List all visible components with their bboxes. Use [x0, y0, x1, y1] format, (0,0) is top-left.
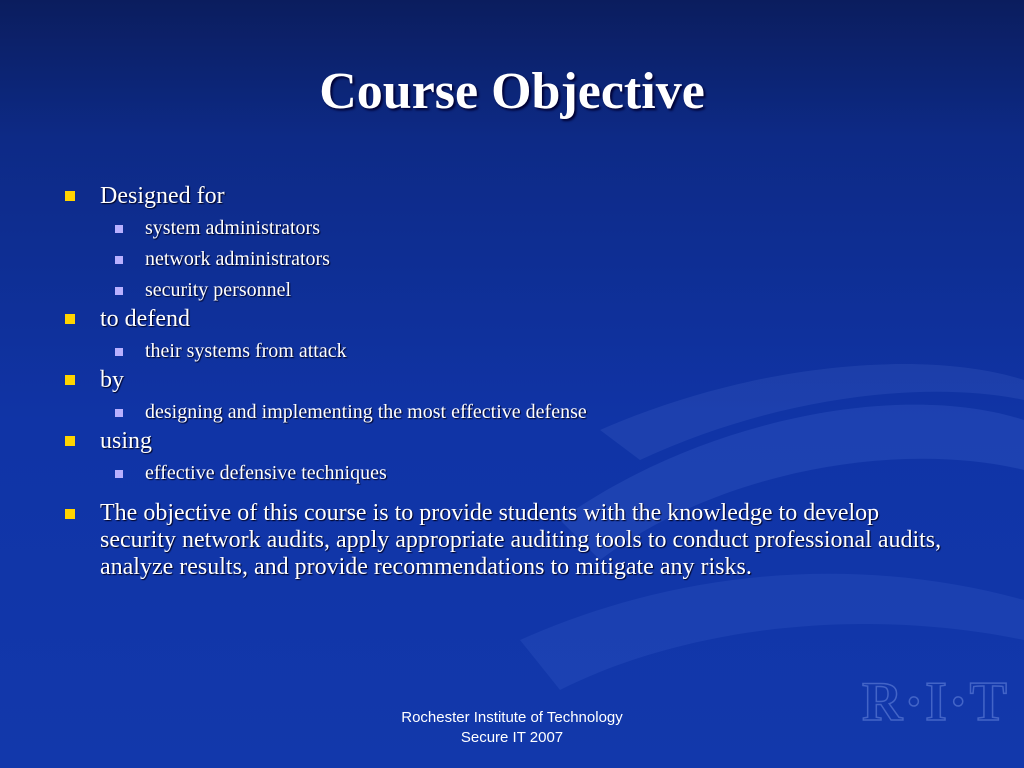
bullet-text: using	[100, 428, 153, 454]
square-bullet-icon	[115, 409, 123, 417]
sub-bullet	[60, 400, 960, 425]
square-bullet-icon	[115, 348, 123, 356]
sub-bullet-text: security personnel	[145, 279, 292, 301]
sub-bullet-text: their systems from attack	[145, 340, 347, 362]
sub-bullet	[60, 339, 960, 364]
bullet-text: to defend	[100, 306, 190, 332]
footer-institution: Rochester Institute of Technology	[401, 709, 623, 726]
bullet-to-defend	[60, 305, 960, 333]
bullet-by	[60, 366, 960, 394]
rit-logo: R·I·T	[862, 671, 1009, 733]
square-bullet-icon	[115, 256, 123, 264]
sub-bullet	[60, 216, 960, 241]
square-bullet-icon	[115, 470, 123, 478]
slide-title: Course Objective	[319, 63, 705, 120]
square-bullet-icon	[65, 191, 75, 201]
square-bullet-icon	[65, 375, 75, 385]
square-bullet-icon	[115, 225, 123, 233]
sub-bullet-text: effective defensive techniques	[145, 462, 387, 484]
square-bullet-icon	[115, 287, 123, 295]
square-bullet-icon	[65, 314, 75, 324]
bullet-text: Designed for	[100, 183, 225, 209]
bullet-designed-for	[60, 182, 960, 210]
bullet-list	[60, 180, 960, 581]
sub-bullet	[60, 247, 960, 272]
bullet-using	[60, 427, 960, 455]
sub-bullet	[60, 278, 960, 303]
sub-bullet-text: designing and implementing the most effective defense	[145, 401, 587, 423]
sub-bullet	[60, 461, 960, 486]
footer	[312, 708, 712, 748]
bullet-objective-paragraph	[60, 500, 960, 581]
square-bullet-icon	[65, 436, 75, 446]
footer-event: Secure IT 2007	[460, 729, 564, 746]
square-bullet-icon	[65, 509, 75, 519]
sub-bullet-text: network administrators	[145, 248, 330, 270]
bullet-text: by	[100, 367, 124, 393]
paragraph-text: The objective of this course is to provide students with the knowledge to develop security network audits, apply appropriate auditing tools to conduct professional audits, analyze results, and provide recommendations to mitigate any risks.	[100, 500, 942, 580]
sub-bullet-text: system administrators	[145, 217, 320, 239]
